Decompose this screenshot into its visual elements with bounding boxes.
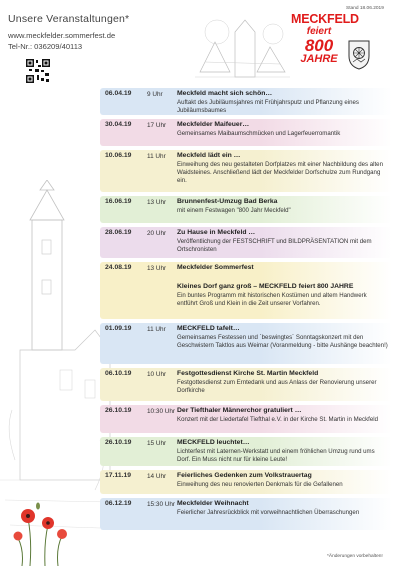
event-title: Zu Hause in Meckfeld … (177, 229, 256, 236)
event-row (100, 196, 392, 223)
event-date: 01.09.19 (105, 325, 132, 332)
event-description: Festgottesdienst zum Erntedank und aus Anlass der Renovierung unserer Dorfkirche (177, 378, 377, 394)
event-date: 26.10.19 (105, 407, 132, 414)
event-date: 06.04.19 (105, 90, 132, 97)
event-row (100, 227, 392, 258)
event-row (100, 405, 392, 433)
event-date: 30.04.19 (105, 121, 132, 128)
event-description: Gemeinsames Maibaumschmücken und Lagerfeuerromantik (177, 129, 341, 137)
event-time: 14 Uhr (147, 472, 167, 480)
event-date: 17.11.19 (105, 472, 132, 479)
event-subtitle: Kleines Dorf ganz groß – MECKFELD feiert 800 JAHRE (177, 283, 354, 290)
village-sketch-image (195, 2, 290, 82)
event-date: 10.06.19 (105, 152, 132, 159)
event-date: 24.08.19 (105, 264, 132, 271)
event-date: 06.10.19 (105, 370, 132, 377)
event-title: Meckfeld macht sich schön… (177, 90, 273, 97)
coat-of-arms-icon (348, 40, 370, 70)
poppy-flowers-image (10, 470, 80, 566)
event-row (100, 437, 392, 466)
event-date: 16.06.19 (105, 198, 132, 205)
event-title: Meckfelder Weihnacht (177, 500, 249, 507)
event-date: 06.12.19 (105, 500, 132, 507)
event-time: 15 Uhr (147, 439, 167, 447)
event-description: Lichterfest mit Laternen-Werkstatt und einem fröhlichen Umzug rund ums Dorf. Ein Muss nicht nur für kleine Leute! (177, 447, 375, 463)
logo-line-3: 800 (304, 36, 334, 55)
event-description: Einweihung des neu renovierten Denkmals für die Gefallenen (177, 480, 343, 488)
event-description: Feierlicher Jahresrückblick mit vorweihnachtlichen Überraschungen (177, 508, 360, 516)
event-description: Einweihung des neu gestalteten Dorfplatzes mit einer Nachbildung des alten Waidsteines. Anschließend lädt der Meckfelder Dorfschulze zum Rundgang ein. (177, 160, 383, 184)
event-time: 17 Uhr (147, 121, 167, 129)
event-subdescription: Ein buntes Programm mit historischen Kostümen und altem Handwerk entführt Groß und Klein in die Zeit unserer Vorfahren. (177, 292, 367, 307)
event-description: Auftakt des Jubiläumsjahres mit Frühjahrsputz und Pflanzung eines Jubiläumsbaumes (177, 98, 359, 114)
event-title: Meckfelder Maifeuer… (177, 121, 250, 128)
event-description: Konzert mit der Liedertafel Tiefthal e.V. in der Kirche St. Martin in Meckfeld (177, 415, 378, 423)
event-time: 9 Uhr (147, 90, 163, 98)
event-time: 10:30 Uhr (147, 407, 176, 415)
event-row (100, 498, 392, 530)
event-description: mit einem Festwagen "800 Jahr Meckfeld" (177, 206, 291, 214)
event-time: 15:30 Uhr (147, 500, 176, 508)
event-description: Veröffentlichung der FESTSCHRIFT und BILDPRÄSENTATION mit dem Ortschronisten (177, 237, 372, 253)
anniversary-logo (291, 12, 359, 75)
event-date: 28.06.19 (105, 229, 132, 236)
event-title: MECKFELD leuchtet… (177, 439, 250, 446)
stand-date: Stand 18.06.2019 (346, 6, 384, 11)
event-title: Feierliches Gedenken zum Volkstrauertag (177, 472, 312, 479)
page-title: Unsere Veranstaltungen* (8, 13, 130, 25)
event-title: Meckfeld lädt ein … (177, 152, 241, 159)
event-title: MECKFELD tafelt… (177, 325, 240, 332)
website-link[interactable]: www.meckfelder.sommerfest.de (8, 31, 116, 40)
event-title: Der Tiefthaler Männerchor gratuliert … (177, 407, 302, 414)
event-time: 11 Uhr (147, 325, 166, 333)
event-row (100, 470, 392, 494)
event-time: 10 Uhr (147, 370, 167, 378)
logo-line-2: feiert (306, 26, 332, 37)
phone-number: Tel-Nr.: 036209/40113 (8, 42, 83, 51)
event-date: 26.10.19 (105, 439, 132, 446)
qr-code-icon[interactable] (25, 58, 51, 84)
logo-line-4: JAHRE (300, 53, 338, 65)
event-row (100, 88, 392, 115)
event-title: Meckfelder Sommerfest (177, 264, 254, 271)
event-row (100, 323, 392, 364)
footnote: *Änderungen vorbehalten! (327, 554, 383, 559)
event-row (100, 150, 392, 192)
event-row (100, 262, 392, 319)
event-time: 13 Uhr (147, 264, 167, 272)
event-row (100, 119, 392, 146)
event-row (100, 368, 392, 401)
event-title: Brunnenfest-Umzug Bad Berka (177, 198, 278, 205)
event-time: 11 Uhr (147, 152, 166, 160)
event-description: Gemeinsames Festessen und `beswingtes´ Sonntagskonzert mit den Geschwistern Taktlos aus Weimar (Voranmeldung - bitte Aushänge beachten!) (177, 333, 388, 349)
logo-line-1: MECKFELD (291, 12, 359, 26)
event-time: 13 Uhr (147, 198, 167, 206)
event-title: Festgottesdienst Kirche St. Martin Meckfeld (177, 370, 319, 377)
event-time: 20 Uhr (147, 229, 167, 237)
